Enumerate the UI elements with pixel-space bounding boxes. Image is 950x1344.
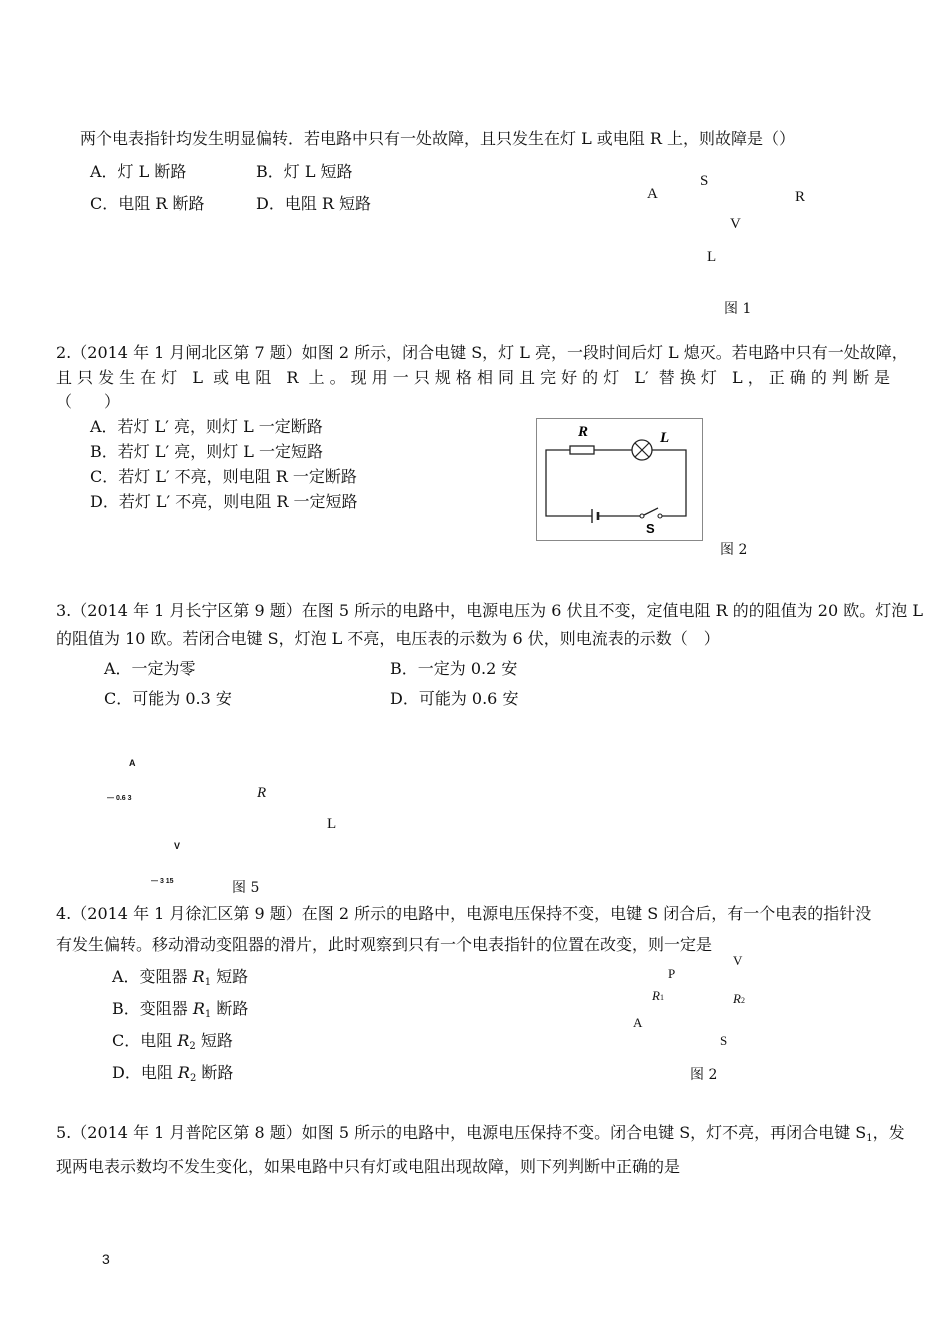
q3-fig-label-v: V [174,841,181,851]
q1-stem: 两个电表指针均发生明显偏转．若电路中只有一处故障，且只发生在灯 L 或电阻 R 上，则故障是（） [80,129,796,148]
q3-fig-label-l: L [327,816,337,832]
q1-fig-label-l: L [707,249,717,265]
q3-option-c: C．可能为 0.3 安 [104,689,232,708]
q1-option-a: A．灯 L 断路 [90,162,187,181]
switch-blade [644,508,658,515]
q4-fig-label-p: P [668,966,676,981]
q4-figure-caption: 图 2 [690,1067,718,1083]
q1-fig-label-a: A [647,186,658,202]
q2-figure-frame [537,419,703,541]
q3-fig-ammeter-scale: — 0.6 3 [107,795,132,802]
q1-fig-label-r: R [795,189,806,205]
q4-stem-line1: 4.（2014 年 1 月徐汇区第 9 题）在图 2 所示的电路中，电源电压保持不变，电键 S 闭合后，有一个电表的指针没 [56,904,872,923]
switch-pivot [640,514,644,518]
q4-fig-label-v: V [733,953,743,968]
q2-stem-line3: （ ） [56,392,121,411]
wire-right [652,450,686,516]
q1-fig-label-v: V [730,216,741,232]
q2-stem-line1: 2.（2014 年 1 月闸北区第 7 题）如图 2 所示，闭合电键 S，灯 L 亮，一段时间后灯 L 熄灭。若电路中只有一处故障， [56,343,908,362]
q3-stem-line1: 3.（2014 年 1 月长宁区第 9 题）在图 5 所示的电路中，电源电压为 6 伏且不变，定值电阻 R 的的阻值为 20 欧。灯泡 L [56,601,923,620]
q1-figure-caption: 图 1 [724,301,752,317]
q4-option-b: B．变阻器 $R_1$ 断路 [112,999,249,1020]
q4-option-a: A．变阻器 $R_1$ 短路 [112,967,249,988]
q3-fig-label-a: A [129,758,136,768]
q2-figure-caption: 图 2 [720,542,748,558]
q3-option-a: A．一定为零 [104,659,196,678]
q3-option-d: D．可能为 0.6 安 [390,689,519,708]
q2-stem-line2: 且只发生在灯 L 或电阻 R 上。现用一只规格相同且完好的灯 L′ 替换灯 L，正确的判断是 [56,368,890,387]
q1-option-b: B．灯 L 短路 [256,162,353,181]
q3-stem-line2: 的阻值为 10 欧。若闭合电键 S，灯泡 L 不亮，电压表的示数为 6 伏，则电流表的示数（ ） [56,629,720,648]
q1-option-c: C．电阻 R 断路 [90,194,205,213]
q2-option-c: C．若灯 L′ 不亮，则电阻 R 一定断路 [90,467,357,486]
q4-fig-label-s: S [720,1033,728,1048]
q4-stem-line2: 有发生偏转。移动滑动变阻器的滑片，此时观察到只有一个电表指针的位置在改变，则一定是 [56,935,713,954]
page-number: 3 [102,1251,110,1267]
q2-fig-label-l: L [660,430,670,446]
q3-fig-label-r: R [257,785,267,801]
q4-fig-label-r1: R1 [652,988,664,1003]
q1-fig-label-s: S [700,173,709,189]
q3-figure-caption: 图 5 [232,880,260,896]
q4-fig-label-a: A [633,1015,643,1030]
q1-option-d: D．电阻 R 短路 [256,194,372,213]
q4-fig-label-r2: R2 [733,991,745,1006]
q2-option-d: D．若灯 L′ 不亮，则电阻 R 一定短路 [90,492,358,511]
q2-fig-label-r: R [578,424,589,440]
q2-option-a: A．若灯 L′ 亮，则灯 L 一定断路 [90,417,323,436]
q4-option-c: C．电阻 $R_2$ 短路 [112,1031,233,1052]
q3-option-b: B．一定为 0.2 安 [390,659,518,678]
q2-option-b: B．若灯 L′ 亮，则灯 L 一定短路 [90,442,323,461]
q3-fig-voltmeter-scale: — 3 15 [151,878,174,885]
q5-stem-line1: 5.（2014 年 1 月普陀区第 8 题）如图 5 所示的电路中，电源电压保持不变。闭合电键 S，灯不亮，再闭合电键 $S_1$，发 [56,1123,905,1144]
q4-option-d: D．电阻 $R_2$ 断路 [112,1063,234,1084]
q2-circuit-diagram [536,418,704,542]
q5-stem-line2: 现两电表示数均不发生变化，如果电路中只有灯或电阻出现故障，则下列判断中正确的是 [56,1157,681,1176]
wire-left [546,450,570,513]
q2-fig-label-s: S [646,521,655,536]
resistor [570,446,594,454]
